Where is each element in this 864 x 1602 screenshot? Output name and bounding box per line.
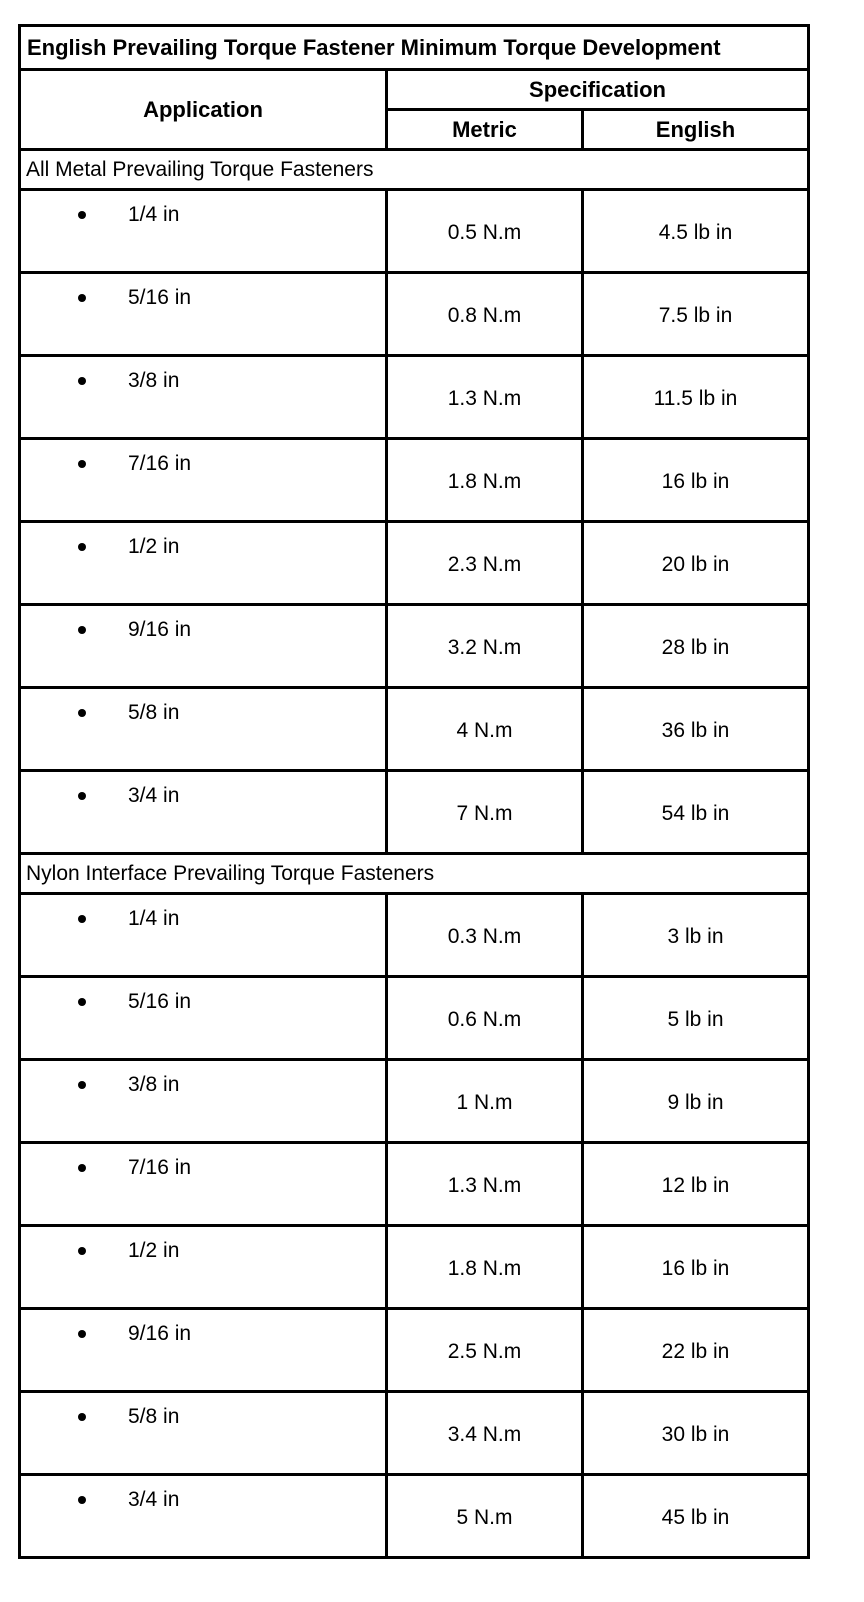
- application-content: [21, 523, 385, 559]
- fastener-size: 9/16 in: [128, 1322, 192, 1345]
- application-cell: [20, 1226, 387, 1309]
- application-content: [21, 772, 385, 808]
- metric-value: 1.3 N.m: [387, 1143, 583, 1226]
- fastener-size: 1/2 in: [128, 1239, 180, 1262]
- column-header-english: English: [583, 110, 809, 150]
- english-value: 3 lb in: [583, 894, 809, 977]
- metric-value: 5 N.m: [387, 1475, 583, 1558]
- column-header-metric: Metric: [387, 110, 583, 150]
- fastener-size: 9/16 in: [128, 618, 192, 641]
- bullet-icon: [78, 915, 86, 923]
- bullet-icon: [78, 626, 86, 634]
- table-row: [20, 1309, 809, 1392]
- english-value: 11.5 lb in: [583, 356, 809, 439]
- fastener-size: 3/4 in: [128, 784, 180, 807]
- application-cell: [20, 1143, 387, 1226]
- english-value: 9 lb in: [583, 1060, 809, 1143]
- metric-value: 1.3 N.m: [387, 356, 583, 439]
- application-cell: [20, 1392, 387, 1475]
- fastener-size: 3/8 in: [128, 369, 180, 392]
- metric-value: 1.8 N.m: [387, 1226, 583, 1309]
- metric-value: 1.8 N.m: [387, 439, 583, 522]
- application-cell: [20, 771, 387, 854]
- table-row: [20, 1475, 809, 1558]
- application-cell: [20, 439, 387, 522]
- fastener-size: 5/8 in: [128, 1405, 180, 1428]
- table-body: [20, 150, 809, 1558]
- application-cell: [20, 1060, 387, 1143]
- metric-value: 0.5 N.m: [387, 190, 583, 273]
- fastener-size: 1/2 in: [128, 535, 180, 558]
- application-cell: [20, 1309, 387, 1392]
- metric-value: 0.6 N.m: [387, 977, 583, 1060]
- table-row: [20, 190, 809, 273]
- fastener-size: 1/4 in: [128, 203, 180, 226]
- application-cell: [20, 1475, 387, 1558]
- metric-value: 2.5 N.m: [387, 1309, 583, 1392]
- application-cell: [20, 977, 387, 1060]
- fastener-size: 5/8 in: [128, 701, 180, 724]
- metric-value: 3.4 N.m: [387, 1392, 583, 1475]
- application-cell: [20, 522, 387, 605]
- section-row: [20, 150, 809, 190]
- application-content: [21, 357, 385, 393]
- english-value: 16 lb in: [583, 439, 809, 522]
- english-value: 30 lb in: [583, 1392, 809, 1475]
- fastener-size: 5/16 in: [128, 990, 192, 1013]
- table-row: [20, 1392, 809, 1475]
- english-value: 16 lb in: [583, 1226, 809, 1309]
- bullet-icon: [78, 1247, 86, 1255]
- table-row: [20, 1060, 809, 1143]
- table-row: [20, 356, 809, 439]
- table-title: English Prevailing Torque Fastener Minimum Torque Development: [20, 26, 809, 70]
- english-value: 7.5 lb in: [583, 273, 809, 356]
- table-row: [20, 439, 809, 522]
- english-value: 28 lb in: [583, 605, 809, 688]
- fastener-size: 7/16 in: [128, 1156, 192, 1179]
- bullet-icon: [78, 1496, 86, 1504]
- table-row: [20, 605, 809, 688]
- section-label: All Metal Prevailing Torque Fasteners: [20, 150, 809, 190]
- metric-value: 7 N.m: [387, 771, 583, 854]
- application-cell: [20, 688, 387, 771]
- section-row: [20, 854, 809, 894]
- bullet-icon: [78, 460, 86, 468]
- application-content: [21, 978, 385, 1014]
- english-value: 22 lb in: [583, 1309, 809, 1392]
- application-content: [21, 1227, 385, 1263]
- bullet-icon: [78, 543, 86, 551]
- table-row: [20, 1226, 809, 1309]
- application-content: [21, 191, 385, 227]
- english-value: 20 lb in: [583, 522, 809, 605]
- english-value: 54 lb in: [583, 771, 809, 854]
- bullet-icon: [78, 1164, 86, 1172]
- table-row: [20, 977, 809, 1060]
- application-content: [21, 1476, 385, 1512]
- bullet-icon: [78, 1413, 86, 1421]
- metric-value: 2.3 N.m: [387, 522, 583, 605]
- table-row: [20, 894, 809, 977]
- application-content: [21, 1310, 385, 1346]
- torque-spec-table: [18, 24, 810, 1559]
- table-row: [20, 273, 809, 356]
- english-value: 12 lb in: [583, 1143, 809, 1226]
- application-content: [21, 689, 385, 725]
- application-content: [21, 440, 385, 476]
- fastener-size: 1/4 in: [128, 907, 180, 930]
- table-row: [20, 688, 809, 771]
- application-content: [21, 895, 385, 931]
- application-cell: [20, 894, 387, 977]
- application-cell: [20, 273, 387, 356]
- application-cell: [20, 356, 387, 439]
- english-value: 5 lb in: [583, 977, 809, 1060]
- bullet-icon: [78, 792, 86, 800]
- column-header-application: Application: [20, 70, 387, 150]
- metric-value: 1 N.m: [387, 1060, 583, 1143]
- metric-value: 0.8 N.m: [387, 273, 583, 356]
- bullet-icon: [78, 377, 86, 385]
- bullet-icon: [78, 1330, 86, 1338]
- application-content: [21, 606, 385, 642]
- application-content: [21, 1144, 385, 1180]
- section-label: Nylon Interface Prevailing Torque Fasteners: [20, 854, 809, 894]
- metric-value: 0.3 N.m: [387, 894, 583, 977]
- table-row: [20, 771, 809, 854]
- bullet-icon: [78, 709, 86, 717]
- application-content: [21, 1393, 385, 1429]
- bullet-icon: [78, 294, 86, 302]
- column-header-specification: Specification: [387, 70, 809, 110]
- bullet-icon: [78, 1081, 86, 1089]
- fastener-size: 5/16 in: [128, 286, 192, 309]
- english-value: 4.5 lb in: [583, 190, 809, 273]
- bullet-icon: [78, 998, 86, 1006]
- application-cell: [20, 190, 387, 273]
- fastener-size: 3/4 in: [128, 1488, 180, 1511]
- application-content: [21, 1061, 385, 1097]
- table-row: [20, 522, 809, 605]
- fastener-size: 7/16 in: [128, 452, 192, 475]
- fastener-size: 3/8 in: [128, 1073, 180, 1096]
- application-cell: [20, 605, 387, 688]
- application-content: [21, 274, 385, 310]
- english-value: 45 lb in: [583, 1475, 809, 1558]
- metric-value: 3.2 N.m: [387, 605, 583, 688]
- metric-value: 4 N.m: [387, 688, 583, 771]
- bullet-icon: [78, 211, 86, 219]
- table-row: [20, 1143, 809, 1226]
- english-value: 36 lb in: [583, 688, 809, 771]
